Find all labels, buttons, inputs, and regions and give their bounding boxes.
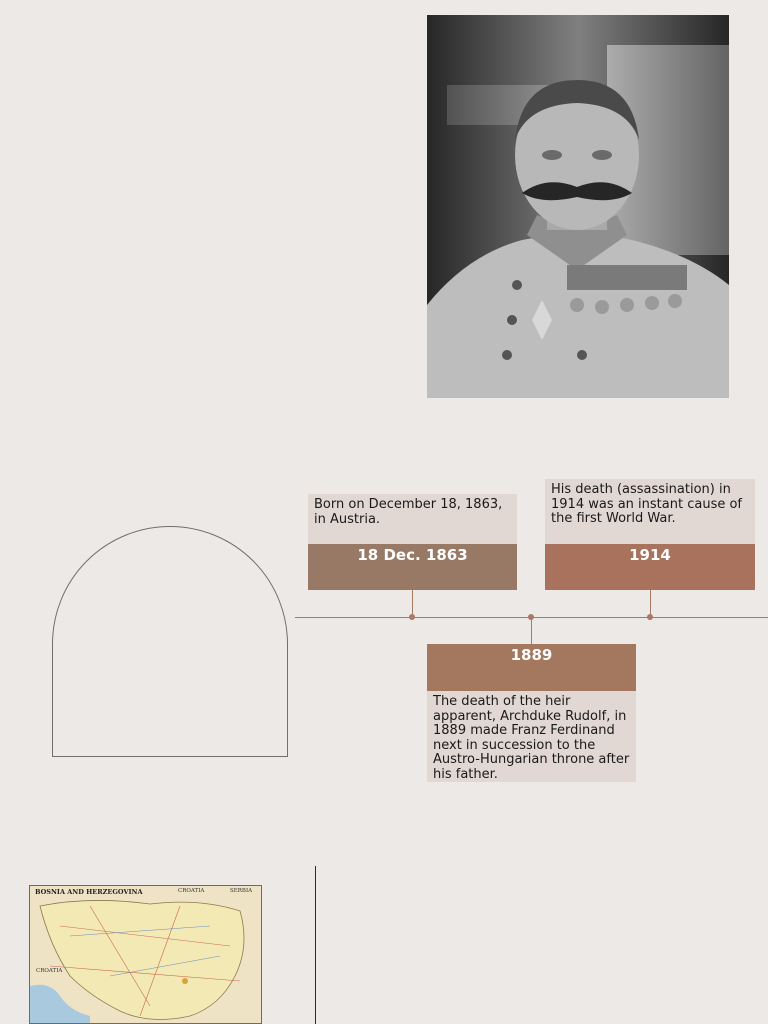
map-title: BOSNIA AND HERZEGOVINA xyxy=(35,888,143,896)
event-date-1914: 1914 xyxy=(545,544,755,590)
vertical-divider xyxy=(315,866,316,1024)
timeline-stem-1889 xyxy=(531,617,532,644)
timeline-dot-1863 xyxy=(409,614,415,620)
map-label-croatia-left: CROATIA xyxy=(36,968,63,974)
event-date-1889: 1889 xyxy=(427,644,636,691)
event-description-1914: His death (assassination) in 1914 was an instant cause of the first World War. xyxy=(545,479,755,544)
timeline-stem-1914 xyxy=(650,590,651,617)
portrait-photo xyxy=(427,15,729,398)
event-date-1863: 18 Dec. 1863 xyxy=(308,544,517,590)
event-description-1889: The death of the heir apparent, Archduke Rudolf, in 1889 made Franz Ferdinand next in succession to the Austro-Hungarian throne after his father. xyxy=(427,691,636,782)
arch-frame xyxy=(52,526,288,757)
map-label-serbia: SERBIA xyxy=(230,888,253,894)
bosnia-herzegovina-map xyxy=(29,885,262,1024)
event-description-1863: Born on December 18, 1863, in Austria. xyxy=(308,494,517,544)
timeline-dot-1914 xyxy=(647,614,653,620)
timeline-stem-1863 xyxy=(412,590,413,617)
map-label-croatia-top: CROATIA xyxy=(178,888,205,894)
